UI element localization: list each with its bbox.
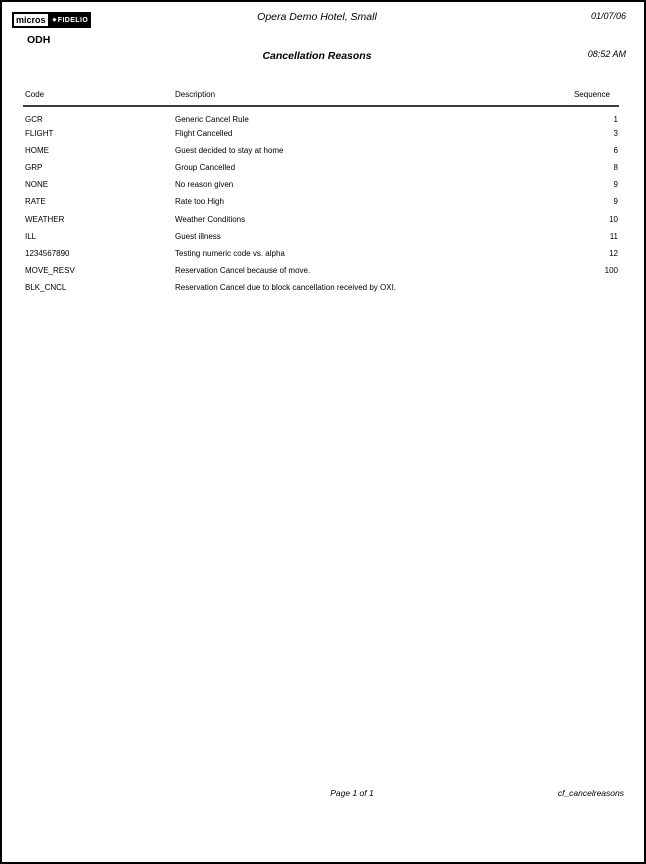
table-row [23,245,619,262]
table-row [23,228,619,245]
table-row [23,159,619,176]
cell-description: Flight Cancelled [175,128,233,138]
cell-sequence: 9 [613,180,618,190]
cell-sequence: 3 [613,128,618,138]
cell-code: MOVE_RESV [25,266,75,276]
cell-description: Rate too High [175,197,224,207]
cell-sequence: 100 [604,266,618,276]
report-date: 01/07/06 [590,11,626,21]
table-row [23,194,619,211]
cell-description: Weather Conditions [175,214,246,224]
cell-description: Guest illness [175,231,221,241]
report-file-name: cf_cancelreasons [557,788,624,798]
cell-sequence: 6 [613,145,618,155]
logo-micros-text: micros [12,12,50,28]
cell-code: GCR [25,115,43,124]
cell-description: Guest decided to stay at home [175,145,284,155]
cell-sequence: 8 [613,162,618,172]
table-row [23,280,619,297]
property-code: ODH [27,34,51,46]
cell-sequence: 12 [609,248,618,258]
cell-code: FLIGHT [25,128,54,138]
table-body [23,106,619,297]
column-header-code: Code [23,87,175,106]
cell-sequence: 11 [609,231,618,241]
cell-code: NONE [25,180,49,190]
cell-description: Generic Cancel Rule [175,115,249,124]
cell-code: HOME [25,145,49,155]
table-row [23,125,619,142]
report-time: 08:52 AM [587,49,626,59]
cell-code: ILL [25,231,37,241]
cell-description: Testing numeric code vs. alpha [175,248,285,258]
table-row [23,177,619,194]
cell-code: RATE [25,197,46,207]
cell-code: WEATHER [25,214,65,224]
cell-code: BLK_CNCL [25,283,67,293]
cell-description: Reservation Cancel due to block cancellation received by OXI. [175,283,397,293]
logo-diamond-icon: ◆ [52,16,57,23]
report-title: Cancellation Reasons [262,50,372,62]
cell-code: 1234567890 [25,248,70,258]
hotel-name: Opera Demo Hotel, Small [257,11,377,23]
cell-description: Group Cancelled [175,162,236,172]
cell-sequence: 9 [613,197,618,207]
cell-sequence [555,280,619,297]
table-row [23,263,619,280]
column-header-description: Description [175,87,555,106]
page-number: Page 1 of 1 [330,788,374,798]
cell-description: Reservation Cancel because of move. [175,266,311,276]
cell-code: GRP [25,162,43,172]
table-row [23,142,619,159]
cell-sequence: 1 [613,115,618,124]
column-header-sequence: Sequence [555,87,619,106]
table-header-row [23,87,619,106]
cell-description: No reason given [175,180,234,190]
table-row [23,211,619,228]
logo-fidelio-text: FIDELIO [57,16,89,24]
cell-sequence: 10 [609,214,618,224]
cancellation-reasons-table [23,87,619,297]
table-row [23,106,619,125]
